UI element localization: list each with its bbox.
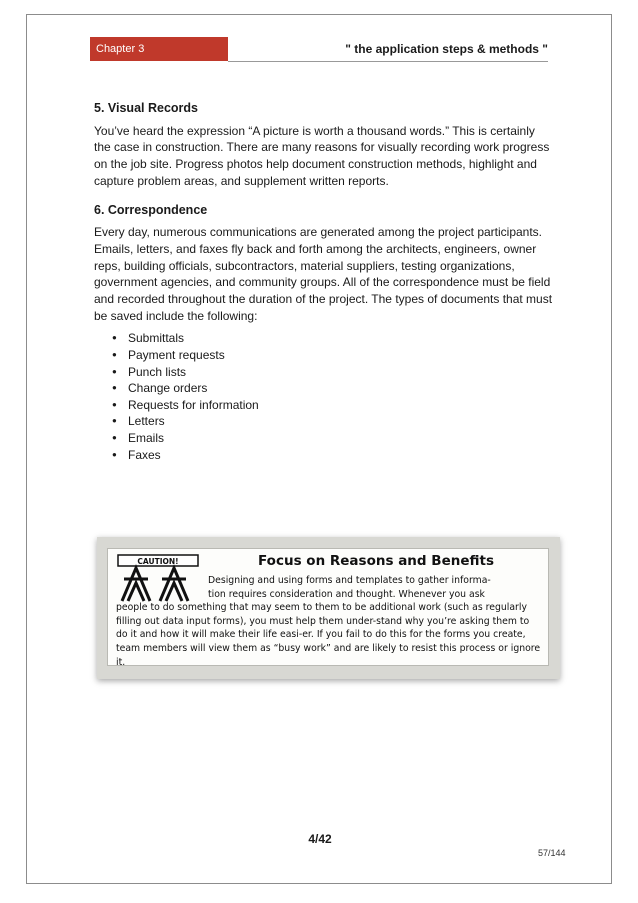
chapter-tab: Chapter 3 <box>90 37 228 61</box>
list-item: ● Submittals <box>112 330 554 347</box>
main-content <box>94 100 554 463</box>
caution-title: Focus on Reasons and Benefits <box>258 553 494 569</box>
list-item: ● Letters <box>112 413 554 430</box>
caution-box <box>97 537 560 679</box>
slide-number: 57/144 <box>538 848 566 858</box>
list-item: ● Faxes <box>112 447 554 464</box>
section-6-heading: 6. Correspondence <box>94 202 208 217</box>
caution-body <box>116 574 541 669</box>
document-type-list <box>94 330 554 463</box>
section-5-body: You’ve heard the expression “A picture is worth a thousand words.” This is certainly the case in construction. There are many reasons for visually recording work progress on the job site. Progress photos help document construction methods, highlight and capture problem areas, and supplement written reports. <box>94 123 550 188</box>
list-item: ● Payment requests <box>112 347 554 364</box>
caution-inner <box>107 548 549 666</box>
list-item: ● Emails <box>112 430 554 447</box>
header-title: " the application steps & methods " <box>345 42 548 56</box>
page-number: 4/42 <box>308 832 332 846</box>
section-5-heading: 5. Visual Records <box>94 101 198 115</box>
list-item: ● Punch lists <box>112 364 554 381</box>
caution-line-2: tion requires consideration and thought. Whenever you ask <box>208 588 485 600</box>
caution-line-1: Designing and using forms and templates to gather informa- <box>208 575 491 586</box>
caution-sign-label: CAUTION! <box>137 557 179 566</box>
list-item: ● Requests for information <box>112 397 554 414</box>
caution-rest: people to do something that may seem to them to be additional work (such as regularly filling out data input forms), you must help them under-stand why you’re asking them to do it and how it will make their life easi-er. If you fail to do this for the forms you create, team members will view them as “busy work” and are likely to resist this process or ignore it. <box>116 602 541 668</box>
header-rule <box>228 61 548 62</box>
list-item: ● Change orders <box>112 380 554 397</box>
section-6-body: Every day, numerous communications are generated among the project participants. Emails, letters, and faxes fly back and forth among the architects, engineers, owner reps, building officials, subcontractors, material suppliers, testing organizations, government agencies, and community groups. All of the correspondence must be field and recorded throughout the duration of the project. The types of documents that must be saved include the following: <box>94 225 553 323</box>
